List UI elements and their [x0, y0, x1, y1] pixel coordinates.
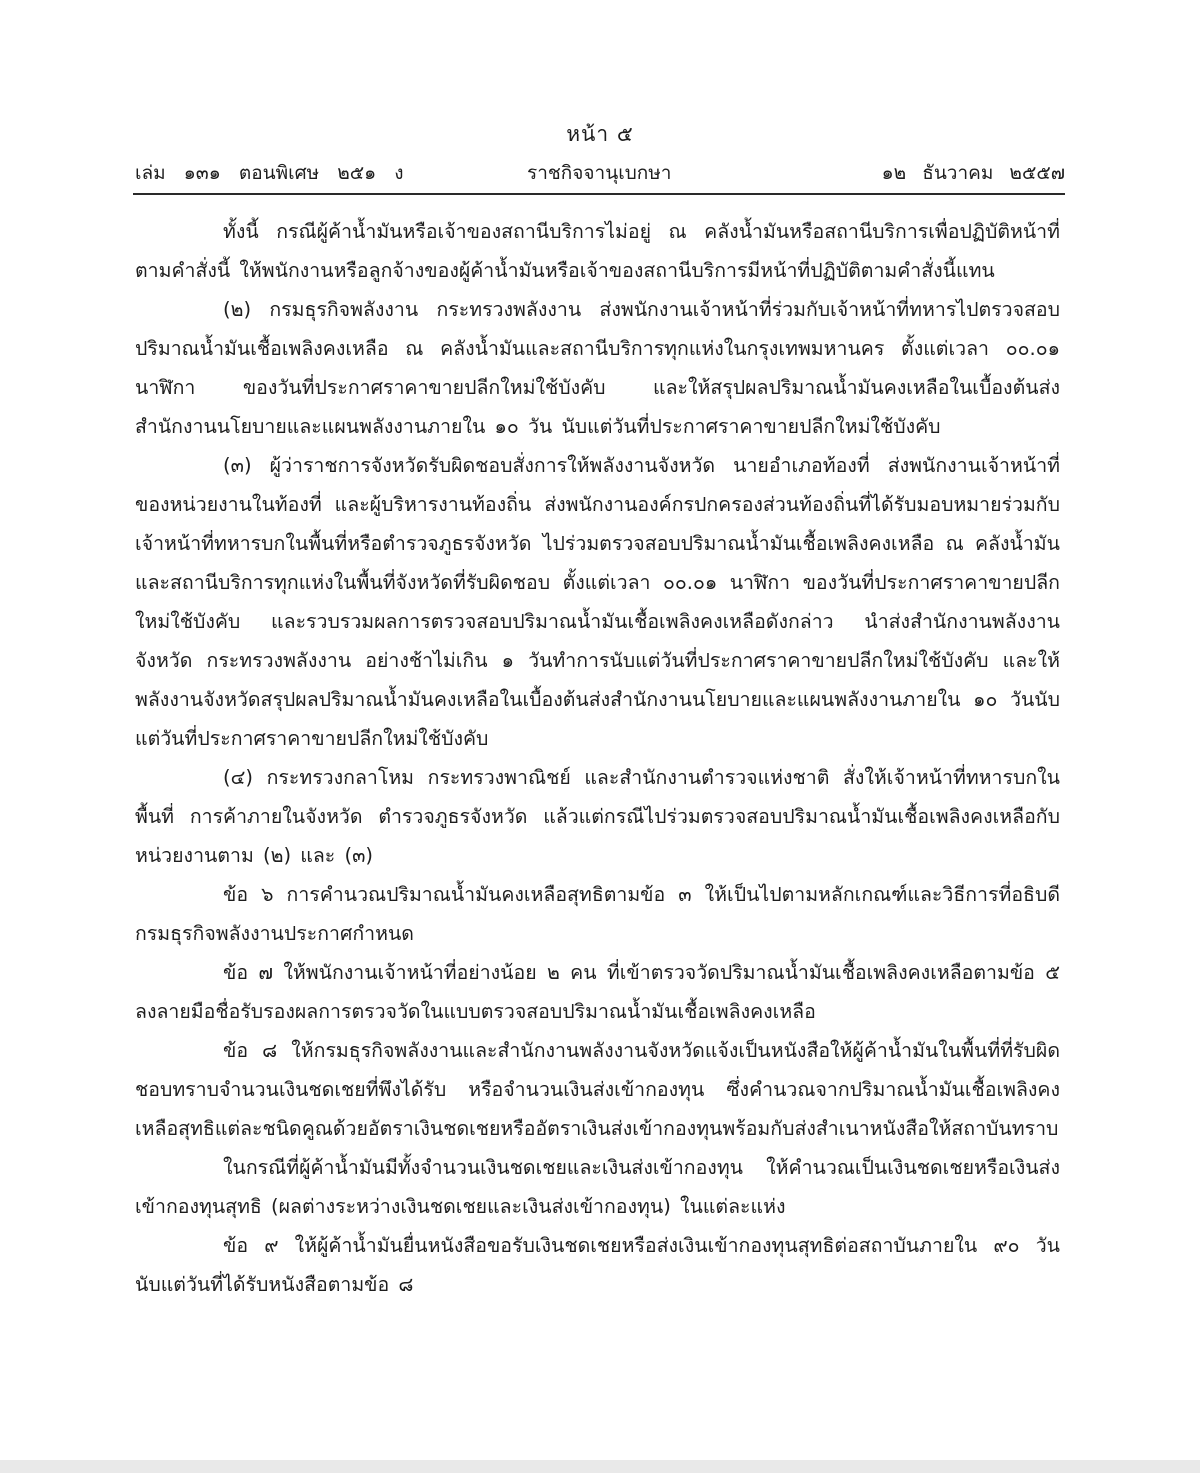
- paragraph-clause-6: ข้อ ๖ การคำนวณปริมาณน้ำมันคงเหลือสุทธิตามข้อ ๓ ให้เป็นไปตามหลักเกณฑ์และวิธีการที่อธิบดีกรมธุรกิจพลังงานประกาศกำหนด: [135, 883, 1060, 945]
- volume-issue: เล่ม ๑๓๑ ตอนพิเศษ ๒๕๑ ง: [135, 162, 404, 184]
- paragraph-clause-8-net-calculation: ในกรณีที่ผู้ค้าน้ำมันมีทั้งจำนวนเงินชดเชยและเงินส่งเข้ากองทุน ให้คำนวณเป็นเงินชดเชยหรือเงินส่งเข้ากองทุนสุทธิ (ผลต่างระหว่างเงินชดเชยและเงินส่งเข้ากองทุน) ในแต่ละแห่ง: [135, 1156, 1060, 1218]
- paragraph-item-3: (๓) ผู้ว่าราชการจังหวัดรับผิดชอบสั่งการให้พลังงานจังหวัด นายอำเภอท้องที่ ส่งพนักงานเจ้าหน้าที่ของหน่วยงานในท้องที่ และผู้บริหารงานท้องถิ่น ส่งพนักงานองค์กรปกครองส่วนท้องถิ่นที่ได้รับมอบหมายร่วมกับเจ้าหน้าที่ทหารบกในพื้นที่หรือตำรวจภูธรจังหวัด ไปร่วมตรวจสอบปริมาณน้ำมันเชื้อเพลิงคงเหลือ ณ คลังน้ำมันและสถานีบริการทุกแห่งในพื้นที่จังหวัดที่รับผิดชอบ ตั้งแต่เวลา ๐๐.๐๑ นาฬิกา ของวันที่ประกาศราคาขายปลีกใหม่ใช้บังคับ และรวบรวมผลการตรวจสอบปริมาณน้ำมันเชื้อเพลิงคงเหลือดังกล่าว นำส่งสำนักงานพลังงานจังหวัด กระทรวงพลังงาน อย่างช้าไม่เกิน ๑ วันทำการนับแต่วันที่ประกาศราคาขายปลีกใหม่ใช้บังคับ และให้พลังงานจังหวัดสรุปผลปริมาณน้ำมันคงเหลือในเบื้องต้นส่งสำนักงานนโยบายและแผนพลังงานภายใน ๑๐ วันนับแต่วันที่ประกาศราคาขายปลีกใหม่ใช้บังคับ: [135, 454, 1060, 750]
- viewer-bottom-edge: [0, 1460, 1200, 1473]
- header-divider: [133, 193, 1065, 195]
- paragraph-clause-8: ข้อ ๘ ให้กรมธุรกิจพลังงานและสำนักงานพลังงานจังหวัดแจ้งเป็นหนังสือให้ผู้ค้าน้ำมันในพื้นที่ที่รับผิดชอบทราบจำนวนเงินชดเชยที่พึงได้รับ หรือจำนวนเงินส่งเข้ากองทุน ซึ่งคำนวณจากปริมาณน้ำมันเชื้อเพลิงคงเหลือสุทธิแต่ละชนิดคูณด้วยอัตราเงินชดเชยหรืออัตราเงินส่งเข้ากองทุนพร้อมกับส่งสำเนาหนังสือให้สถาบันทราบ: [135, 1039, 1060, 1140]
- publication-title: ราชกิจจานุเบกษา: [527, 162, 672, 184]
- page-number: หน้า ๕: [566, 122, 634, 146]
- running-header: [135, 158, 1065, 188]
- document-body: [135, 212, 1060, 1304]
- paragraph-item-2: (๒) กรมธุรกิจพลังงาน กระทรวงพลังงาน ส่งพนักงานเจ้าหน้าที่ร่วมกับเจ้าหน้าที่ทหารไปตรวจสอบปริมาณน้ำมันเชื้อเพลิงคงเหลือ ณ คลังน้ำมันและสถานีบริการทุกแห่งในกรุงเทพมหานคร ตั้งแต่เวลา ๐๐.๐๑ นาฬิกา ของวันที่ประกาศราคาขายปลีกใหม่ใช้บังคับ และให้สรุปผลปริมาณน้ำมันคงเหลือในเบื้องต้นส่งสำนักงานนโยบายและแผนพลังงานภายใน ๑๐ วัน นับแต่วันที่ประกาศราคาขายปลีกใหม่ใช้บังคับ: [135, 298, 1060, 438]
- paragraph-clause-7: ข้อ ๗ ให้พนักงานเจ้าหน้าที่อย่างน้อย ๒ คน ที่เข้าตรวจวัดปริมาณน้ำมันเชื้อเพลิงคงเหลือตามข้อ ๕ ลงลายมือชื่อรับรองผลการตรวจวัดในแบบตรวจสอบปริมาณน้ำมันเชื้อเพลิงคงเหลือ: [135, 961, 1060, 1023]
- paragraph-clause-9: ข้อ ๙ ให้ผู้ค้าน้ำมันยื่นหนังสือขอรับเงินชดเชยหรือส่งเงินเข้ากองทุนสุทธิต่อสถาบันภายใน ๙๐ วัน นับแต่วันที่ได้รับหนังสือตามข้อ ๘: [135, 1234, 1060, 1296]
- publication-date: ๑๒ ธันวาคม ๒๕๕๗: [881, 162, 1065, 184]
- paragraph-item-4: (๔) กระทรวงกลาโหม กระทรวงพาณิชย์ และสำนักงานตำรวจแห่งชาติ สั่งให้เจ้าหน้าที่ทหารบกในพื้นที่ การค้าภายในจังหวัด ตำรวจภูธรจังหวัด แล้วแต่กรณีไปร่วมตรวจสอบปริมาณน้ำมันเชื้อเพลิงคงเหลือกับหน่วยงานตาม (๒) และ (๓): [135, 766, 1060, 867]
- paragraph-delegation-clause: ทั้งนี้ กรณีผู้ค้าน้ำมันหรือเจ้าของสถานีบริการไม่อยู่ ณ คลังน้ำมันหรือสถานีบริการเพื่อปฏิบัติหน้าที่ตามคำสั่งนี้ ให้พนักงานหรือลูกจ้างของผู้ค้าน้ำมันหรือเจ้าของสถานีบริการมีหน้าที่ปฏิบัติตามคำสั่งนี้แทน: [135, 220, 1060, 282]
